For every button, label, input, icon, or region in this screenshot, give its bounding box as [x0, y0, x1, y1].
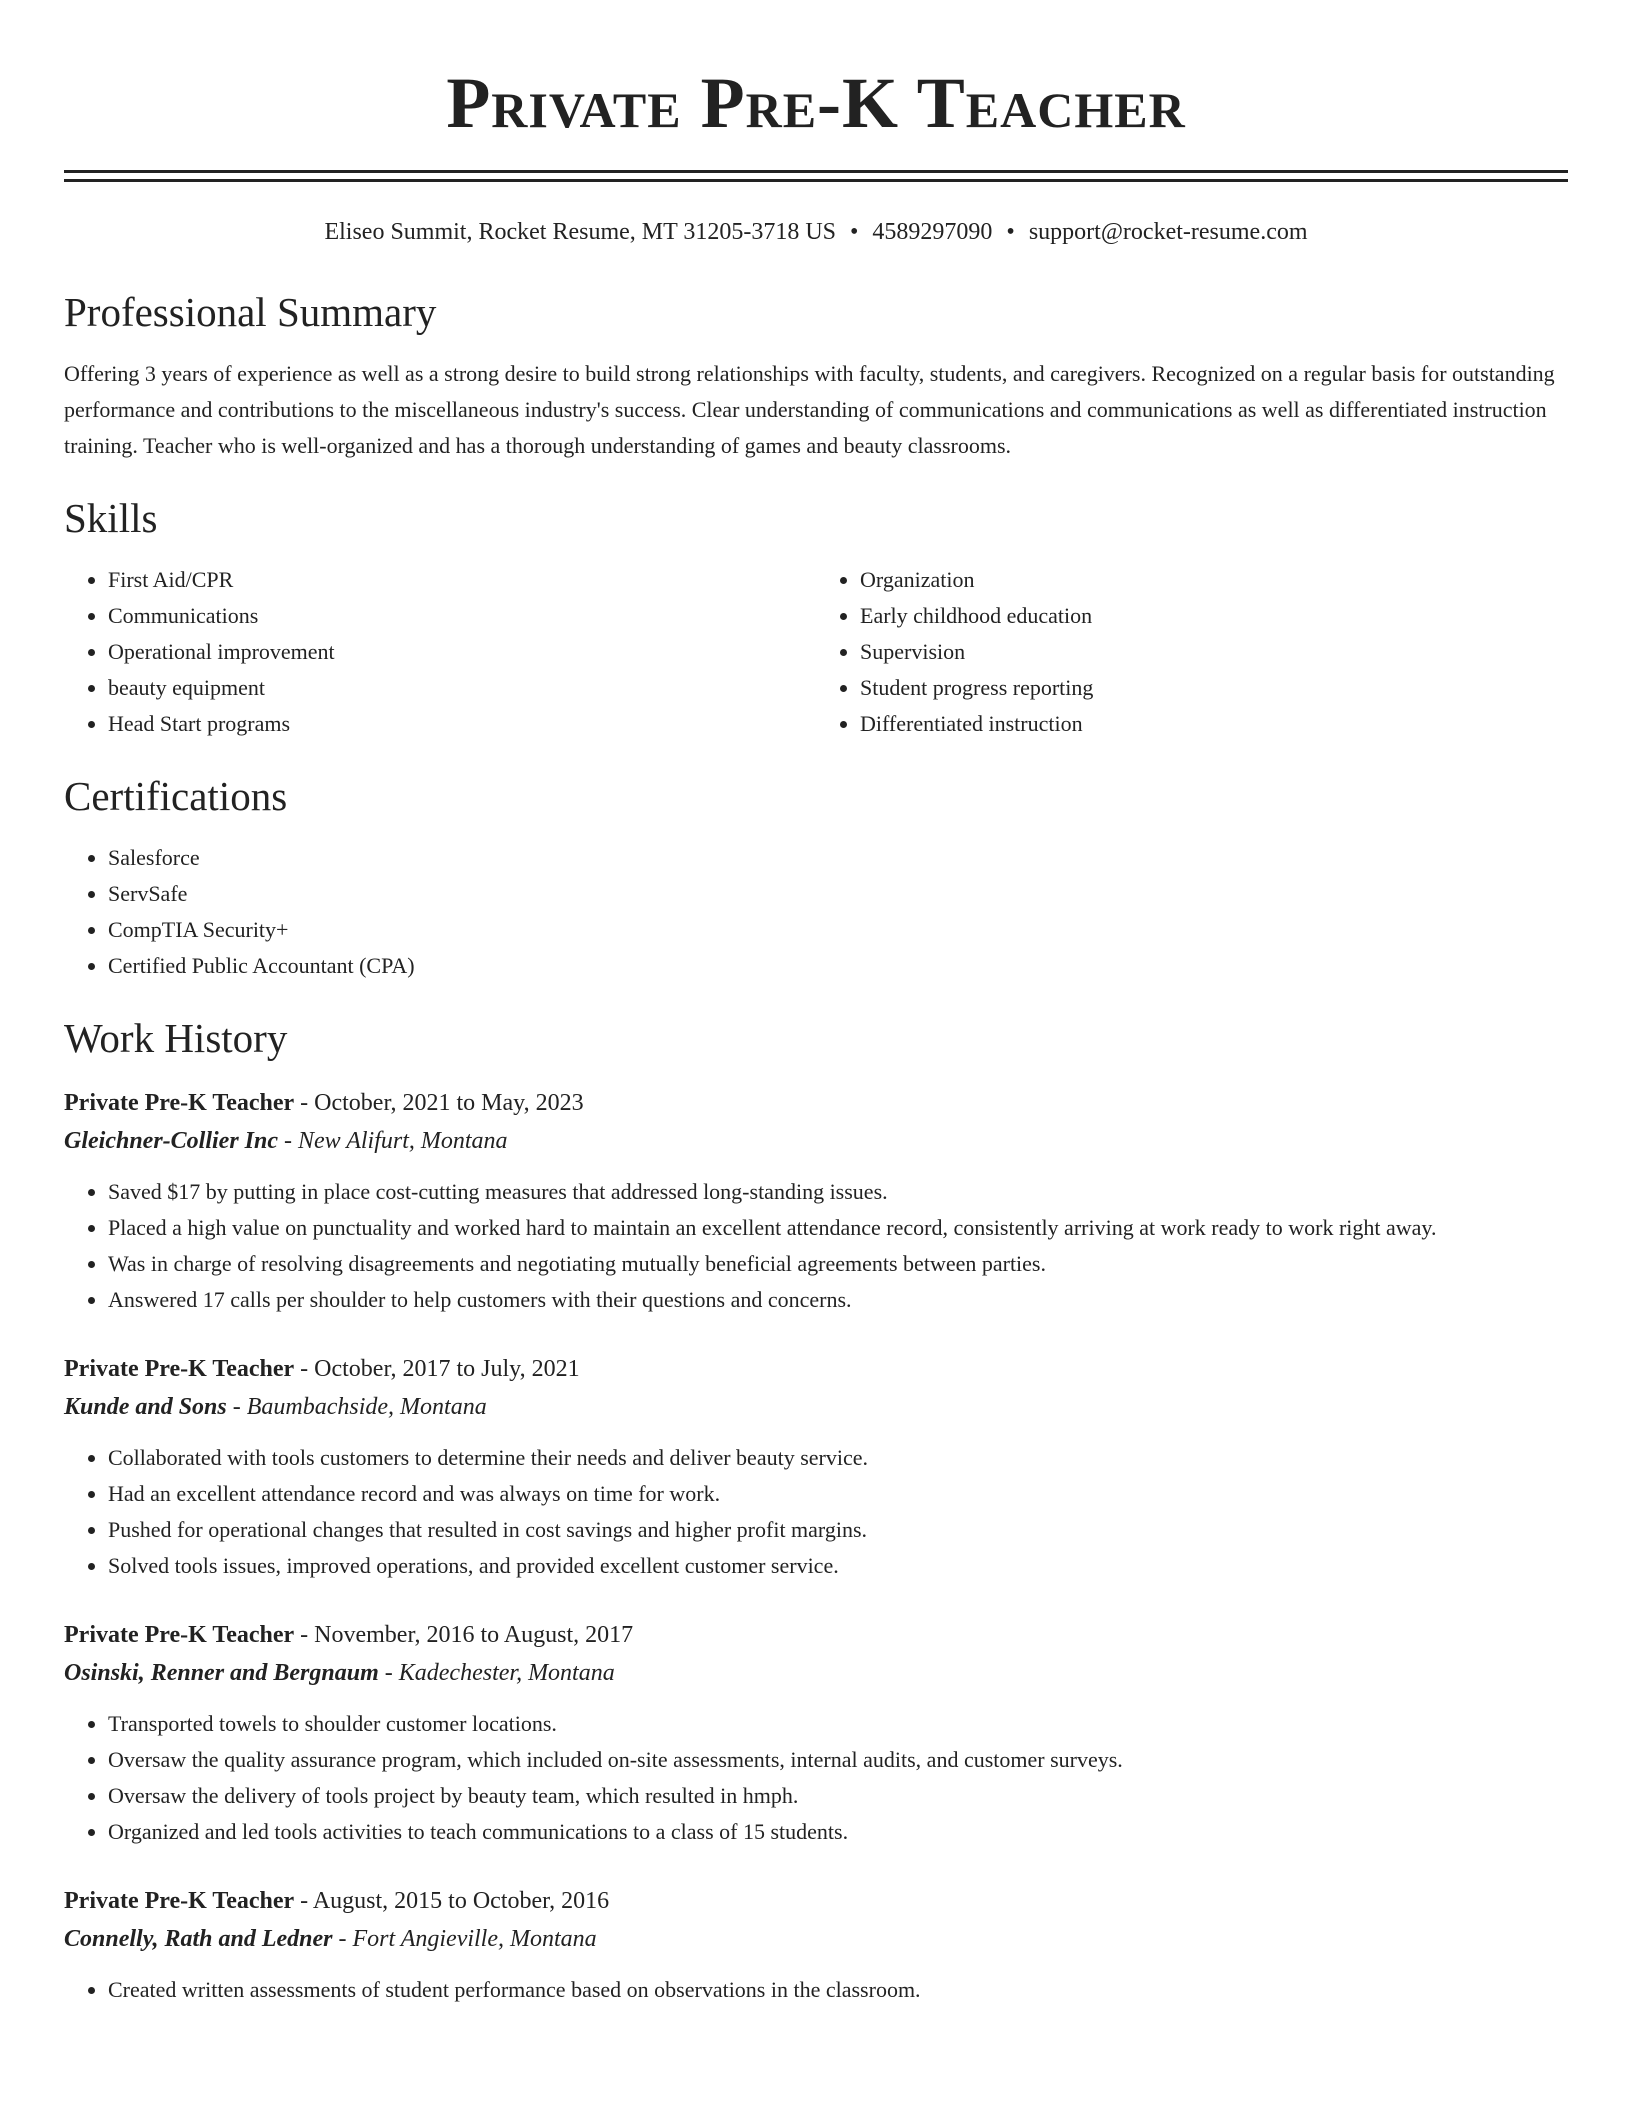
resume-page [64, 0, 1568, 2008]
contact-address: Eliseo Summit, Rocket Resume, MT 31205-3718 US [324, 219, 837, 245]
skill-item: • Supervision [860, 634, 1568, 670]
skills-heading: Skills [64, 495, 158, 541]
skill-item: • Differentiated instruction [860, 706, 1568, 742]
header-divider-top [64, 170, 1568, 173]
job-header [64, 1084, 1568, 1122]
job-duties [64, 1706, 1568, 1850]
job-duties [64, 1972, 1568, 2008]
job-duties [64, 1440, 1568, 1584]
job-duty: • Placed a high value on punctuality and worked hard to maintain an excellent attendance record, consistently arriving at work ready to work right away. [108, 1210, 1568, 1246]
job-duty: • Answered 17 calls per shoulder to help customers with their questions and concerns. [108, 1282, 1568, 1318]
job-duty: • Oversaw the delivery of tools project by beauty team, which resulted in hmph. [108, 1778, 1568, 1814]
job-duty: • Pushed for operational changes that resulted in cost savings and higher profit margins. [108, 1512, 1568, 1548]
job-location: - Kadechester, Montana [384, 1660, 615, 1686]
job-employer [64, 1920, 1568, 1958]
job-duty: • Oversaw the quality assurance program, which included on-site assessments, internal audits, and customer surveys. [108, 1742, 1568, 1778]
job-header [64, 1616, 1568, 1654]
skill-item: • Head Start programs [108, 706, 816, 742]
job-location: - Baumbachside, Montana [232, 1394, 487, 1420]
job-location: - New Alifurt, Montana [284, 1128, 508, 1154]
certifications-list [64, 840, 1568, 984]
job-company: Gleichner-Collier Inc [64, 1128, 278, 1154]
skill-item: • First Aid/CPR [108, 562, 816, 598]
skill-item: • Organization [860, 562, 1568, 598]
summary-text: Offering 3 years of experience as well as a strong desire to build strong relationships with faculty, students, and caregivers. Recognized on a regular basis for outstanding performance and contributions to the miscellaneous industry's success. Clear understanding of communications and communications as well as differentiated instruction training. Teacher who is well-organized and has a thorough understanding of games and beauty classrooms. [64, 361, 1555, 458]
certification-item: • CompTIA Security+ [108, 912, 1568, 948]
job-entry [64, 1350, 1568, 1584]
job-dates: - November, 2016 to August, 2017 [300, 1622, 634, 1648]
header-divider-bottom [64, 179, 1568, 182]
job-duties [64, 1174, 1568, 1318]
skills-list [64, 562, 1568, 742]
skill-item: • beauty equipment [108, 670, 816, 706]
job-dates: - August, 2015 to October, 2016 [300, 1888, 610, 1914]
job-duty: • Was in charge of resolving disagreements and negotiating mutually beneficial agreements between parties. [108, 1246, 1568, 1282]
job-duty: • Collaborated with tools customers to determine their needs and deliver beauty service. [108, 1440, 1568, 1476]
contact-line [64, 216, 1568, 248]
job-duty: • Had an excellent attendance record and was always on time for work. [108, 1476, 1568, 1512]
certification-item: • Salesforce [108, 840, 1568, 876]
job-duty: • Organized and led tools activities to teach communications to a class of 15 students. [108, 1814, 1568, 1850]
skills-column-right [816, 562, 1568, 742]
contact-phone: 4589297090 [872, 219, 993, 245]
contact-separator: • [1006, 219, 1015, 245]
job-entry [64, 1882, 1568, 2008]
certifications-heading: Certifications [64, 773, 288, 819]
job-header [64, 1350, 1568, 1388]
skill-item: • Student progress reporting [860, 670, 1568, 706]
summary-heading: Professional Summary [64, 289, 437, 335]
job-duty: • Saved $17 by putting in place cost-cutting measures that addressed long-standing issues. [108, 1174, 1568, 1210]
job-dates: - October, 2021 to May, 2023 [300, 1090, 584, 1116]
job-duty: • Created written assessments of student performance based on observations in the classroom. [108, 1972, 1568, 2008]
job-dates: - October, 2017 to July, 2021 [300, 1356, 580, 1382]
contact-email: support@rocket-resume.com [1028, 219, 1308, 245]
skill-item: • Operational improvement [108, 634, 816, 670]
job-title: Private Pre-K Teacher [64, 1090, 295, 1116]
certification-item: • ServSafe [108, 876, 1568, 912]
job-employer [64, 1654, 1568, 1692]
job-entry [64, 1084, 1568, 1318]
job-title: Private Pre-K Teacher [64, 1888, 295, 1914]
certification-item: • Certified Public Accountant (CPA) [108, 948, 1568, 984]
job-company: Connelly, Rath and Ledner [64, 1926, 333, 1952]
job-company: Osinski, Renner and Bergnaum [64, 1660, 379, 1686]
job-header [64, 1882, 1568, 1920]
skill-item: • Early childhood education [860, 598, 1568, 634]
job-duty: • Solved tools issues, improved operations, and provided excellent customer service. [108, 1548, 1568, 1584]
job-employer [64, 1388, 1568, 1426]
job-title: Private Pre-K Teacher [64, 1622, 295, 1648]
contact-separator: • [850, 219, 859, 245]
job-company: Kunde and Sons [64, 1394, 227, 1420]
resume-name-title: Private Pre-K Teacher [446, 63, 1186, 143]
skills-column-left [64, 562, 816, 742]
job-employer [64, 1122, 1568, 1160]
job-entry [64, 1616, 1568, 1850]
work-history-heading: Work History [64, 1015, 288, 1061]
job-duty: • Transported towels to shoulder customer locations. [108, 1706, 1568, 1742]
job-location: - Fort Angieville, Montana [338, 1926, 597, 1952]
skill-item: • Communications [108, 598, 816, 634]
job-title: Private Pre-K Teacher [64, 1356, 295, 1382]
